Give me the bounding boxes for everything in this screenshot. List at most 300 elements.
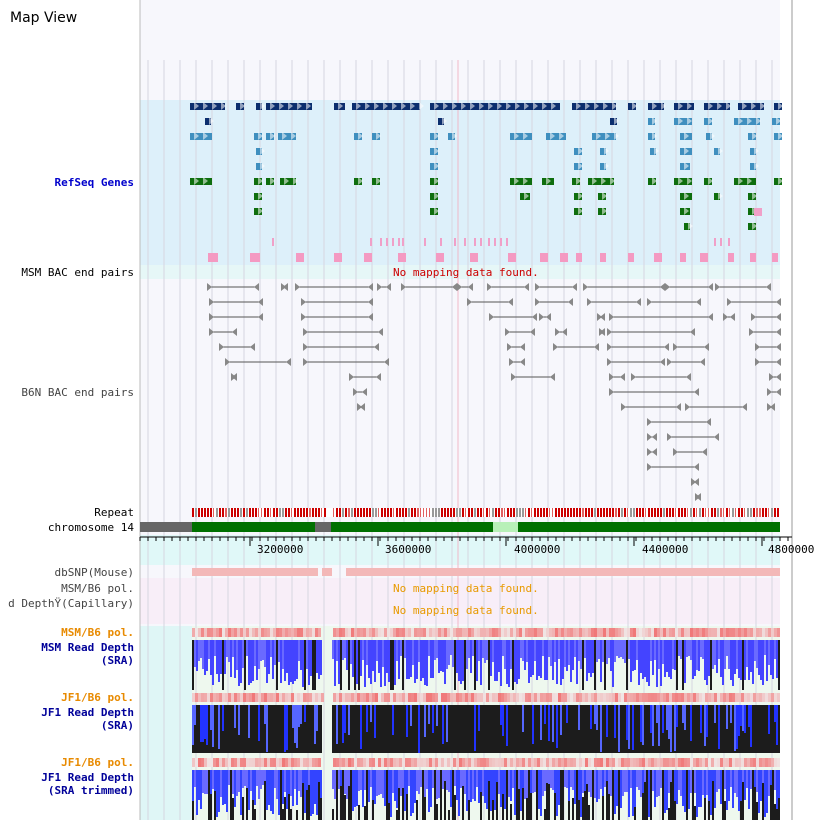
repeat-element <box>258 508 259 517</box>
depth-bar <box>596 705 598 730</box>
depth-bar <box>530 705 532 753</box>
repeat-mark <box>728 238 730 246</box>
repeat-label[interactable]: Repeat <box>94 506 134 519</box>
repeat-element <box>636 508 638 517</box>
depth-bar <box>554 705 556 753</box>
polymorphism-cell <box>672 758 675 767</box>
repeat-element <box>756 508 758 517</box>
polymorphism-cell <box>354 758 357 767</box>
repeat-element <box>342 508 344 517</box>
depth-bar <box>660 770 662 788</box>
depth-bar <box>524 640 526 670</box>
polymorphism-cell <box>756 628 759 637</box>
depth-bar <box>740 801 742 820</box>
depth-bar <box>462 786 464 820</box>
repeat-element <box>228 508 230 517</box>
depth-bar <box>192 640 194 690</box>
depth-bar <box>424 640 426 685</box>
chromosome-track-label[interactable]: chromosome 14 <box>47 521 134 534</box>
polymorphism-cell <box>660 758 663 767</box>
depth-bar <box>270 705 272 753</box>
depth-bar <box>276 705 278 753</box>
repeat-mark <box>480 238 482 246</box>
depth-bar <box>646 705 648 753</box>
polymorphism-cell <box>492 628 495 637</box>
depth-bar <box>690 770 692 793</box>
capillary-depth-label[interactable]: d DepthŸ(Capillary) <box>8 597 134 610</box>
depth-bar <box>606 705 608 737</box>
depth-bar <box>754 640 756 661</box>
depth-bar <box>412 705 414 753</box>
polymorphism-cell <box>420 628 423 637</box>
depth-bar <box>696 770 698 817</box>
polymorphism-cell <box>234 628 237 637</box>
msm-bac-label[interactable]: MSM BAC end pairs <box>21 266 134 279</box>
repeat-element <box>498 508 500 517</box>
polymorphism-cell <box>687 758 690 767</box>
depth-bar <box>230 640 232 677</box>
polymorphism-cell <box>567 628 570 637</box>
repeat-element <box>207 508 209 517</box>
depth-bar <box>484 640 486 663</box>
depth-bar <box>280 795 282 820</box>
depth-bar <box>416 705 418 753</box>
depth-bar <box>454 770 456 786</box>
polymorphism-cell <box>750 628 753 637</box>
repeat-element <box>384 508 386 517</box>
b6n-bac-label[interactable]: B6N BAC end pairs <box>21 386 134 399</box>
polymorphism-cell <box>738 758 741 767</box>
repeat-element <box>291 508 292 517</box>
depth-bar <box>704 640 706 680</box>
depth-bar <box>288 794 290 820</box>
repeat-mark <box>272 238 274 246</box>
depth-bar <box>238 640 240 686</box>
depth-bar <box>284 705 286 752</box>
depth-bar <box>288 705 290 753</box>
repeat-mark <box>474 238 476 246</box>
depth-bar <box>246 770 248 789</box>
polymorphism-cell <box>618 758 621 767</box>
depth-bar <box>714 705 716 723</box>
depth-bar <box>616 640 618 656</box>
polymorphism-cell <box>441 693 444 702</box>
depth-bar <box>508 705 510 753</box>
jf1-b6-pol-trimmed-label[interactable]: JF1/B6 pol. <box>61 756 134 769</box>
polymorphism-cell <box>543 693 546 702</box>
depth-bar <box>730 770 732 787</box>
repeat-element <box>525 508 526 517</box>
depth-bar <box>498 705 500 753</box>
depth-bar <box>756 640 758 668</box>
polymorphism-cell <box>588 628 591 637</box>
depth-bar <box>578 800 580 820</box>
polymorphism-cell <box>678 693 681 702</box>
depth-bar <box>676 640 678 690</box>
polymorphism-cell <box>414 758 417 767</box>
repeat-element <box>765 508 767 517</box>
polymorphism-cell <box>741 758 744 767</box>
depth-bar <box>622 705 624 753</box>
depth-bar <box>618 785 620 820</box>
depth-bar <box>736 705 738 749</box>
depth-bar <box>454 705 456 753</box>
depth-bar <box>446 705 448 742</box>
gene-feature <box>560 253 568 262</box>
msm-b6-pol-label[interactable]: MSM/B6 pol. <box>61 582 134 595</box>
polymorphism-cell <box>519 628 522 637</box>
depth-bar <box>494 705 496 753</box>
polymorphism-cell <box>690 628 693 637</box>
polymorphism-cell <box>216 758 219 767</box>
depth-bar <box>310 770 312 816</box>
polymorphism-cell <box>405 628 408 637</box>
polymorphism-cell <box>522 693 525 702</box>
polymorphism-cell <box>777 628 780 637</box>
repeat-element <box>777 508 779 517</box>
repeat-element <box>723 508 724 517</box>
depth-bar <box>580 770 582 817</box>
depth-bar <box>504 770 506 809</box>
depth-bar <box>558 705 560 753</box>
repeat-element <box>696 508 697 517</box>
depth-bar <box>762 640 764 685</box>
polymorphism-cell <box>222 693 225 702</box>
polymorphism-cell <box>747 628 750 637</box>
depth-bar <box>528 792 530 820</box>
depth-bar <box>730 640 732 680</box>
repeat-mark <box>380 238 382 246</box>
polymorphism-cell <box>663 758 666 767</box>
depth-bar <box>750 640 752 672</box>
polymorphism-cell <box>405 758 408 767</box>
depth-bar <box>602 705 604 753</box>
depth-bar <box>706 705 708 737</box>
depth-bar <box>498 770 500 794</box>
depth-bar <box>234 640 236 678</box>
depth-bar <box>748 770 750 809</box>
polymorphism-cell <box>333 628 336 637</box>
depth-bar <box>284 797 286 820</box>
depth-bar <box>492 640 494 662</box>
depth-bar <box>448 705 450 753</box>
polymorphism-cell <box>621 693 624 702</box>
polymorphism-cell <box>342 693 345 702</box>
polymorphism-cell <box>198 693 201 702</box>
repeat-element <box>552 508 553 517</box>
depth-bar <box>676 705 678 727</box>
polymorphism-cell <box>390 693 393 702</box>
polymorphism-cell <box>528 628 531 637</box>
polymorphism-cell <box>732 628 735 637</box>
depth-bar <box>400 705 402 753</box>
msm-pol-no-data: No mapping data found. <box>393 582 539 595</box>
depth-bar <box>694 640 696 676</box>
polymorphism-cell <box>414 693 417 702</box>
gene-feature <box>510 178 532 185</box>
depth-bar <box>296 705 298 748</box>
polymorphism-cell <box>753 693 756 702</box>
jf1-read-depth-label[interactable]: JF1 Read Depth <box>41 706 134 719</box>
polymorphism-cell <box>591 693 594 702</box>
depth-bar <box>720 640 722 677</box>
depth-bar <box>658 770 660 796</box>
depth-bar <box>368 705 370 753</box>
repeat-element <box>717 508 719 517</box>
depth-bar <box>500 640 502 686</box>
depth-bar <box>576 705 578 753</box>
depth-bar <box>556 770 558 816</box>
polymorphism-cell <box>423 628 426 637</box>
polymorphism-cell <box>282 693 285 702</box>
depth-bar <box>218 770 220 812</box>
polymorphism-cell <box>552 628 555 637</box>
depth-bar <box>630 640 632 682</box>
depth-bar <box>378 640 380 673</box>
axis-tick-label: 4000000 <box>514 543 561 556</box>
repeat-element <box>744 508 745 517</box>
polymorphism-cell <box>708 693 711 702</box>
depth-bar <box>224 640 226 674</box>
polymorphism-cell <box>498 758 501 767</box>
polymorphism-cell <box>363 693 366 702</box>
polymorphism-cell <box>690 693 693 702</box>
depth-bar <box>638 770 640 790</box>
polymorphism-cell <box>351 758 354 767</box>
gene-feature <box>190 178 212 185</box>
refseq-genes-label[interactable]: RefSeq Genes <box>54 176 134 189</box>
polymorphism-cell <box>699 628 702 637</box>
depth-bar <box>336 640 338 661</box>
depth-bar <box>704 705 706 746</box>
polymorphism-cell <box>207 693 210 702</box>
depth-bar <box>376 770 378 796</box>
depth-bar <box>354 705 356 753</box>
dbsnp-label[interactable]: dbSNP(Mouse) <box>54 566 134 579</box>
polymorphism-cell <box>774 628 777 637</box>
repeat-element <box>297 508 299 517</box>
depth-bar <box>382 770 384 798</box>
depth-bar <box>314 770 316 804</box>
depth-bar <box>432 770 434 788</box>
repeat-element <box>534 508 536 517</box>
depth-bar <box>394 640 396 685</box>
gene-feature <box>592 133 616 140</box>
depth-bar <box>366 705 368 732</box>
polymorphism-cell <box>387 693 390 702</box>
polymorphism-cell <box>588 758 591 767</box>
repeat-element <box>231 508 233 517</box>
depth-bar <box>742 782 744 820</box>
depth-bar <box>422 795 424 820</box>
polymorphism-cell <box>375 693 378 702</box>
polymorphism-cell <box>564 693 567 702</box>
polymorphism-cell <box>546 628 549 637</box>
polymorphism-cell <box>675 758 678 767</box>
depth-bar <box>690 640 692 660</box>
polymorphism-cell <box>717 628 720 637</box>
depth-bar <box>578 640 580 661</box>
depth-bar <box>654 640 656 660</box>
polymorphism-cell <box>774 693 777 702</box>
depth-bar <box>406 794 408 820</box>
depth-bar <box>436 804 438 820</box>
depth-bar <box>338 640 340 684</box>
depth-bar <box>686 705 688 753</box>
depth-bar <box>626 770 628 792</box>
depth-bar <box>632 705 634 750</box>
repeat-element <box>705 508 706 517</box>
repeat-element <box>741 508 743 517</box>
polymorphism-cell <box>363 758 366 767</box>
depth-bar <box>298 640 300 661</box>
polymorphism-cell <box>447 693 450 702</box>
polymorphism-cell <box>225 628 228 637</box>
repeat-element <box>714 508 716 517</box>
polymorphism-cell <box>681 628 684 637</box>
depth-bar <box>414 705 416 753</box>
depth-bar <box>666 640 668 672</box>
repeat-element <box>612 508 614 517</box>
repeat-element <box>462 508 464 517</box>
depth-bar <box>348 770 350 787</box>
depth-bar <box>216 640 218 674</box>
depth-bar <box>522 705 524 732</box>
depth-bar <box>756 705 758 753</box>
depth-bar <box>608 770 610 795</box>
repeat-element <box>366 508 368 517</box>
polymorphism-cell <box>240 628 243 637</box>
polymorphism-cell <box>456 628 459 637</box>
depth-bar <box>318 782 320 820</box>
depth-bar <box>416 800 418 820</box>
jf1-trimmed-depth-label[interactable]: JF1 Read Depth <box>41 771 134 784</box>
polymorphism-cell <box>258 758 261 767</box>
depth-bar <box>546 783 548 820</box>
polymorphism-cell <box>690 758 693 767</box>
polymorphism-cell <box>609 693 612 702</box>
depth-bar <box>468 705 470 753</box>
jf1-b6-pol-label[interactable]: JF1/B6 pol. <box>61 691 134 704</box>
depth-bar <box>520 640 522 658</box>
depth-bar <box>700 705 702 733</box>
polymorphism-cell <box>630 628 633 637</box>
depth-bar <box>548 784 550 820</box>
polymorphism-cell <box>765 758 768 767</box>
depth-bar <box>380 770 382 794</box>
repeat-element <box>387 508 389 517</box>
depth-bar <box>226 640 228 657</box>
depth-bar <box>360 640 362 676</box>
polymorphism-cell <box>384 693 387 702</box>
polymorphism-cell <box>315 693 318 702</box>
polymorphism-cell <box>612 693 615 702</box>
polymorphism-cell <box>309 693 312 702</box>
gene-feature <box>364 253 372 262</box>
depth-bar <box>770 705 772 753</box>
depth-bar <box>376 640 378 661</box>
msm-b6-pol-sra-label[interactable]: MSM/B6 pol. <box>61 626 134 639</box>
depth-bar <box>650 770 652 820</box>
polymorphism-cell <box>531 693 534 702</box>
depth-bar <box>374 640 376 682</box>
repeat-element <box>516 508 518 517</box>
axis-tick-label: 3200000 <box>257 543 304 556</box>
gene-feature <box>510 133 532 140</box>
depth-bar <box>684 705 686 730</box>
polymorphism-cell <box>639 628 642 637</box>
depth-bar <box>516 640 518 684</box>
polymorphism-cell <box>582 693 585 702</box>
depth-bar <box>268 770 270 805</box>
polymorphism-cell <box>495 628 498 637</box>
depth-bar <box>352 640 354 677</box>
depth-bar <box>538 770 540 809</box>
depth-bar <box>470 640 472 673</box>
depth-bar <box>596 640 598 662</box>
depth-bar <box>470 770 472 802</box>
chromosome-gap <box>315 522 331 532</box>
polymorphism-cell <box>360 628 363 637</box>
depth-bar <box>648 640 650 686</box>
polymorphism-cell <box>447 628 450 637</box>
polymorphism-cell <box>759 693 762 702</box>
depth-bar <box>480 792 482 820</box>
depth-bar <box>628 770 630 817</box>
polymorphism-cell <box>297 628 300 637</box>
repeat-element <box>225 508 227 517</box>
depth-bar <box>246 640 248 656</box>
depth-bar <box>226 770 228 812</box>
repeat-element <box>702 508 704 517</box>
depth-bar <box>200 770 202 809</box>
depth-bar <box>664 640 666 677</box>
polymorphism-cell <box>342 628 345 637</box>
depth-bar <box>442 705 444 744</box>
depth-bar <box>420 705 422 753</box>
polymorphism-cell <box>537 628 540 637</box>
polymorphism-cell <box>249 758 252 767</box>
polymorphism-cell <box>429 758 432 767</box>
depth-bar <box>454 795 456 820</box>
polymorphism-cell <box>339 628 342 637</box>
depth-bar <box>232 640 234 657</box>
depth-bar <box>244 705 246 753</box>
polymorphism-cell <box>666 628 669 637</box>
polymorphism-cell <box>456 693 459 702</box>
repeat-element <box>222 508 224 517</box>
polymorphism-cell <box>729 758 732 767</box>
depth-bar <box>746 770 748 788</box>
depth-bar <box>360 705 362 749</box>
polymorphism-cell <box>318 693 321 702</box>
polymorphism-cell <box>354 628 357 637</box>
repeat-element <box>642 508 644 517</box>
depth-bar <box>612 640 614 687</box>
msm-read-depth-label[interactable]: MSM Read Depth <box>41 641 134 654</box>
polymorphism-cell <box>279 628 282 637</box>
repeat-element <box>648 508 650 517</box>
depth-bar <box>382 705 384 753</box>
polymorphism-cell <box>639 758 642 767</box>
polymorphism-cell <box>468 693 471 702</box>
polymorphism-cell <box>282 628 285 637</box>
polymorphism-cell <box>726 758 729 767</box>
depth-bar <box>600 770 602 789</box>
repeat-element <box>657 508 659 517</box>
depth-bar <box>508 770 510 797</box>
depth-bar <box>468 770 470 800</box>
